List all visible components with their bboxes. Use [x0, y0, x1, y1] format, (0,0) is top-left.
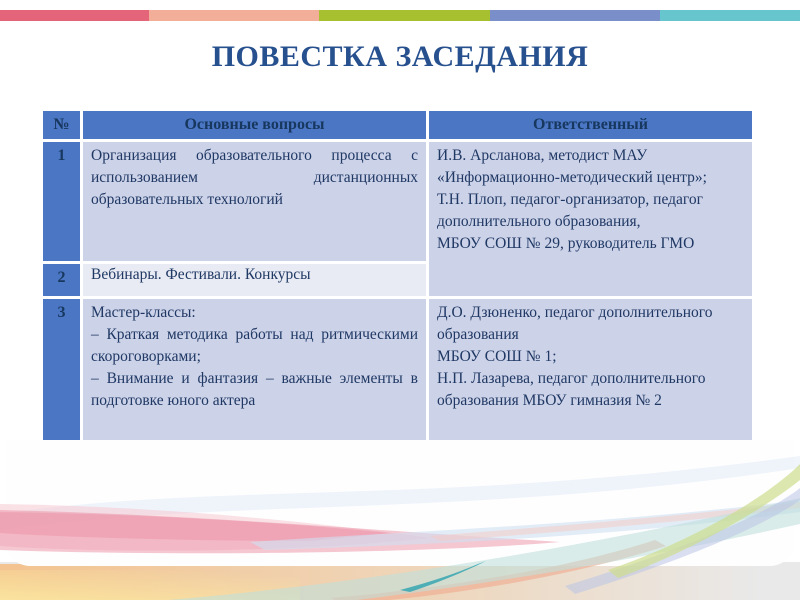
row-number: 3 [42, 298, 82, 490]
stripe-segment-blue [490, 10, 660, 21]
table-row [42, 141, 754, 263]
footer-decoration [0, 440, 800, 600]
table-header-row [42, 110, 754, 141]
responsible-entry: Д.О. Дзюненко, педагог дополнительного образования [437, 304, 713, 343]
agenda-table [40, 108, 755, 491]
col-header-number: № [42, 110, 82, 141]
stripe-segment-rose [0, 10, 149, 21]
stripe-segment-teal [660, 10, 800, 21]
responsible-cell [428, 141, 754, 298]
responsible-entry: МБОУ СОШ № 29, руководитель ГМО [437, 235, 695, 252]
col-header-topics: Основные вопросы [82, 110, 428, 141]
col-header-responsible: Ответственный [428, 110, 754, 141]
topic-cell: Организация образовательного процесса с использованием дистанционных образовательных технологий [82, 141, 428, 263]
topic-cell: Вебинары. Фестивали. Конкурсы [82, 263, 428, 298]
topic-title: Мастер-классы: [91, 304, 196, 321]
page-title: ПОВЕСТКА ЗАСЕДАНИЯ [211, 40, 589, 73]
row-number: 2 [42, 263, 82, 298]
stripe-segment-green [319, 10, 490, 21]
responsible-entry: Т.Н. Плоп, педагог-организатор, педагог дополнительного образования, [437, 191, 703, 230]
row-number: 1 [42, 141, 82, 263]
stripe-segment-salmon [149, 10, 319, 21]
top-accent-stripe [0, 10, 800, 21]
topic-item: – Внимание и фантазия – важные элементы в подготовке юного актера [91, 370, 418, 409]
topic-item: – Краткая методика работы над ритмическими скороговорками; [91, 326, 418, 365]
responsible-entry: И.В. Арсланова, методист МАУ «Информационно-методический центр»; [437, 147, 707, 186]
responsible-entry: Н.П. Лазарева, педагог дополнительного образования МБОУ гимназия № 2 [437, 370, 706, 409]
responsible-entry: МБОУ СОШ № 1; [437, 348, 557, 365]
